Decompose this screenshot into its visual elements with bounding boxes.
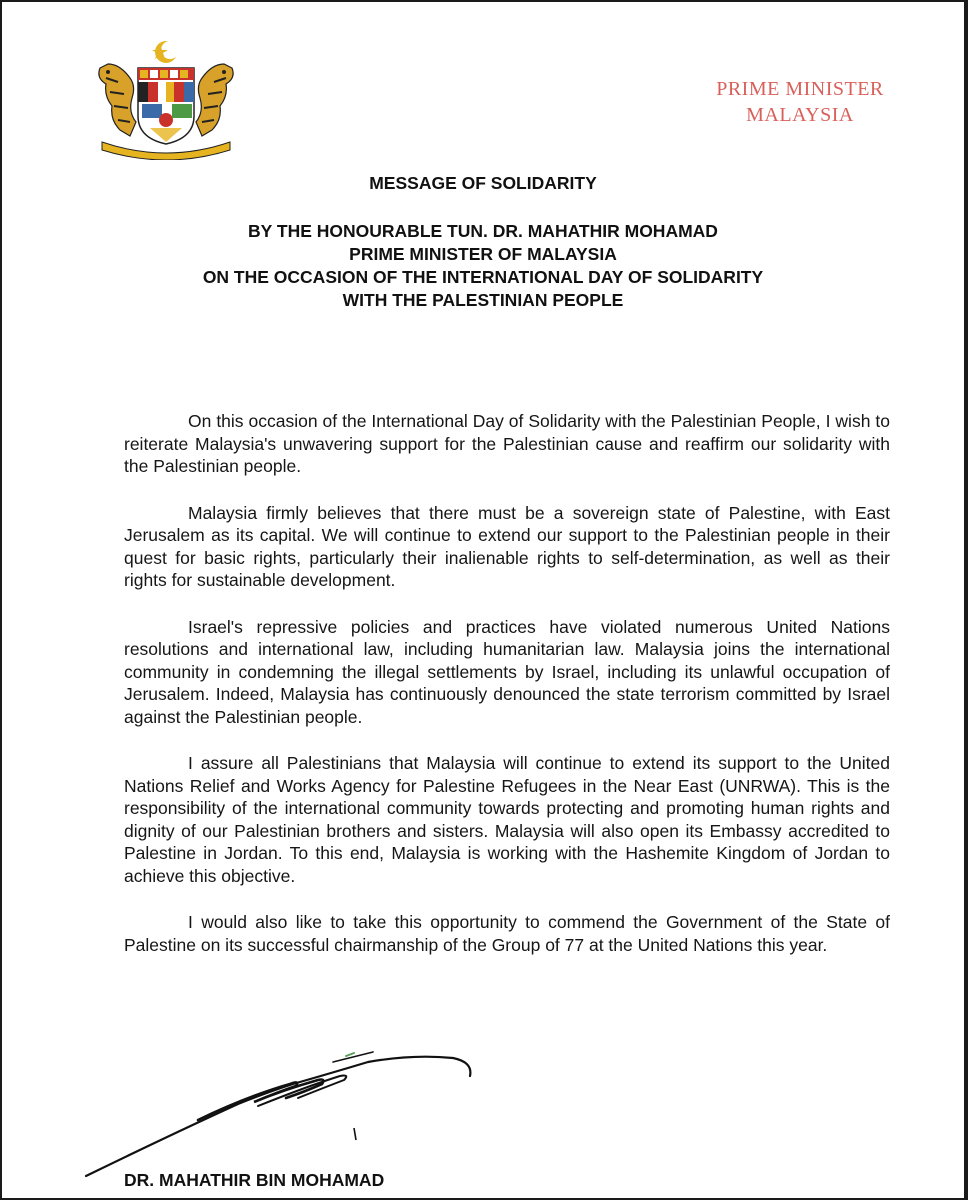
heading-line-2: PRIME MINISTER OF MALAYSIA [349,244,617,264]
paragraph-3: Israel's repressive policies and practices have violated numerous United Nations resolutions and international law, including humanitarian law. Malaysia joins the international community in condemning the illegal settlements by Israel, including its unlawful occupation of Jerusalem. Indeed, Malaysia has continuously denounced the state terrorism committed by Israel against the Palestinian people. [124,616,890,727]
heading-line-1: BY THE HONOURABLE TUN. DR. MAHATHIR MOHAMAD [248,221,718,241]
document-headings [2,172,964,312]
office-line-1: PRIME MINISTER [716,78,884,100]
heading-line-3: ON THE OCCASION OF THE INTERNATIONAL DAY OF SOLIDARITY [202,267,764,287]
office-line-2: MALAYSIA [746,104,854,126]
paragraph-1: On this occasion of the International Day of Solidarity with the Palestinian People, I wish to reiterate Malaysia's unwavering support for the Palestinian cause and reaffirm our solidarity with the Palestinian people. [124,411,890,476]
paragraph-5: I would also like to take this opportunity to commend the Government of the State of Palestine on its successful chairmanship of the Group of 77 at the United Nations this year. [124,912,890,955]
office-letterhead [690,76,910,128]
paragraph-4: I assure all Palestinians that Malaysia will continue to extend its support to the United Nations Relief and Works Agency for Palestine Refugees in the Near East (UNRWA). This is the responsibility of the international community towards protecting and promoting human rights and dignity of our Palestinian brothers and sisters. Malaysia will also open its Embassy accredited to Palestine in Jordan. To this end, Malaysia is working with the Hashemite Kingdom of Jordan to achieve this objective. [124,753,890,886]
paragraph-2: Malaysia firmly believes that there must be a sovereign state of Palestine, with East Jerusalem as its capital. We will continue to extend our support to the Palestinian people in their quest for basic rights, particularly their inalienable rights to self-determination, as well as their rights for sustainable development. [124,502,890,590]
document-title: MESSAGE OF SOLIDARITY [369,173,597,193]
heading-line-4: WITH THE PALESTINIAN PEOPLE [342,290,624,310]
coat-of-arms-icon [90,38,242,160]
signatory-name: DR. MAHATHIR BIN MOHAMAD [124,1170,385,1190]
signature-icon [78,1040,498,1178]
letter-page [2,2,964,1198]
letter-body [124,410,890,980]
